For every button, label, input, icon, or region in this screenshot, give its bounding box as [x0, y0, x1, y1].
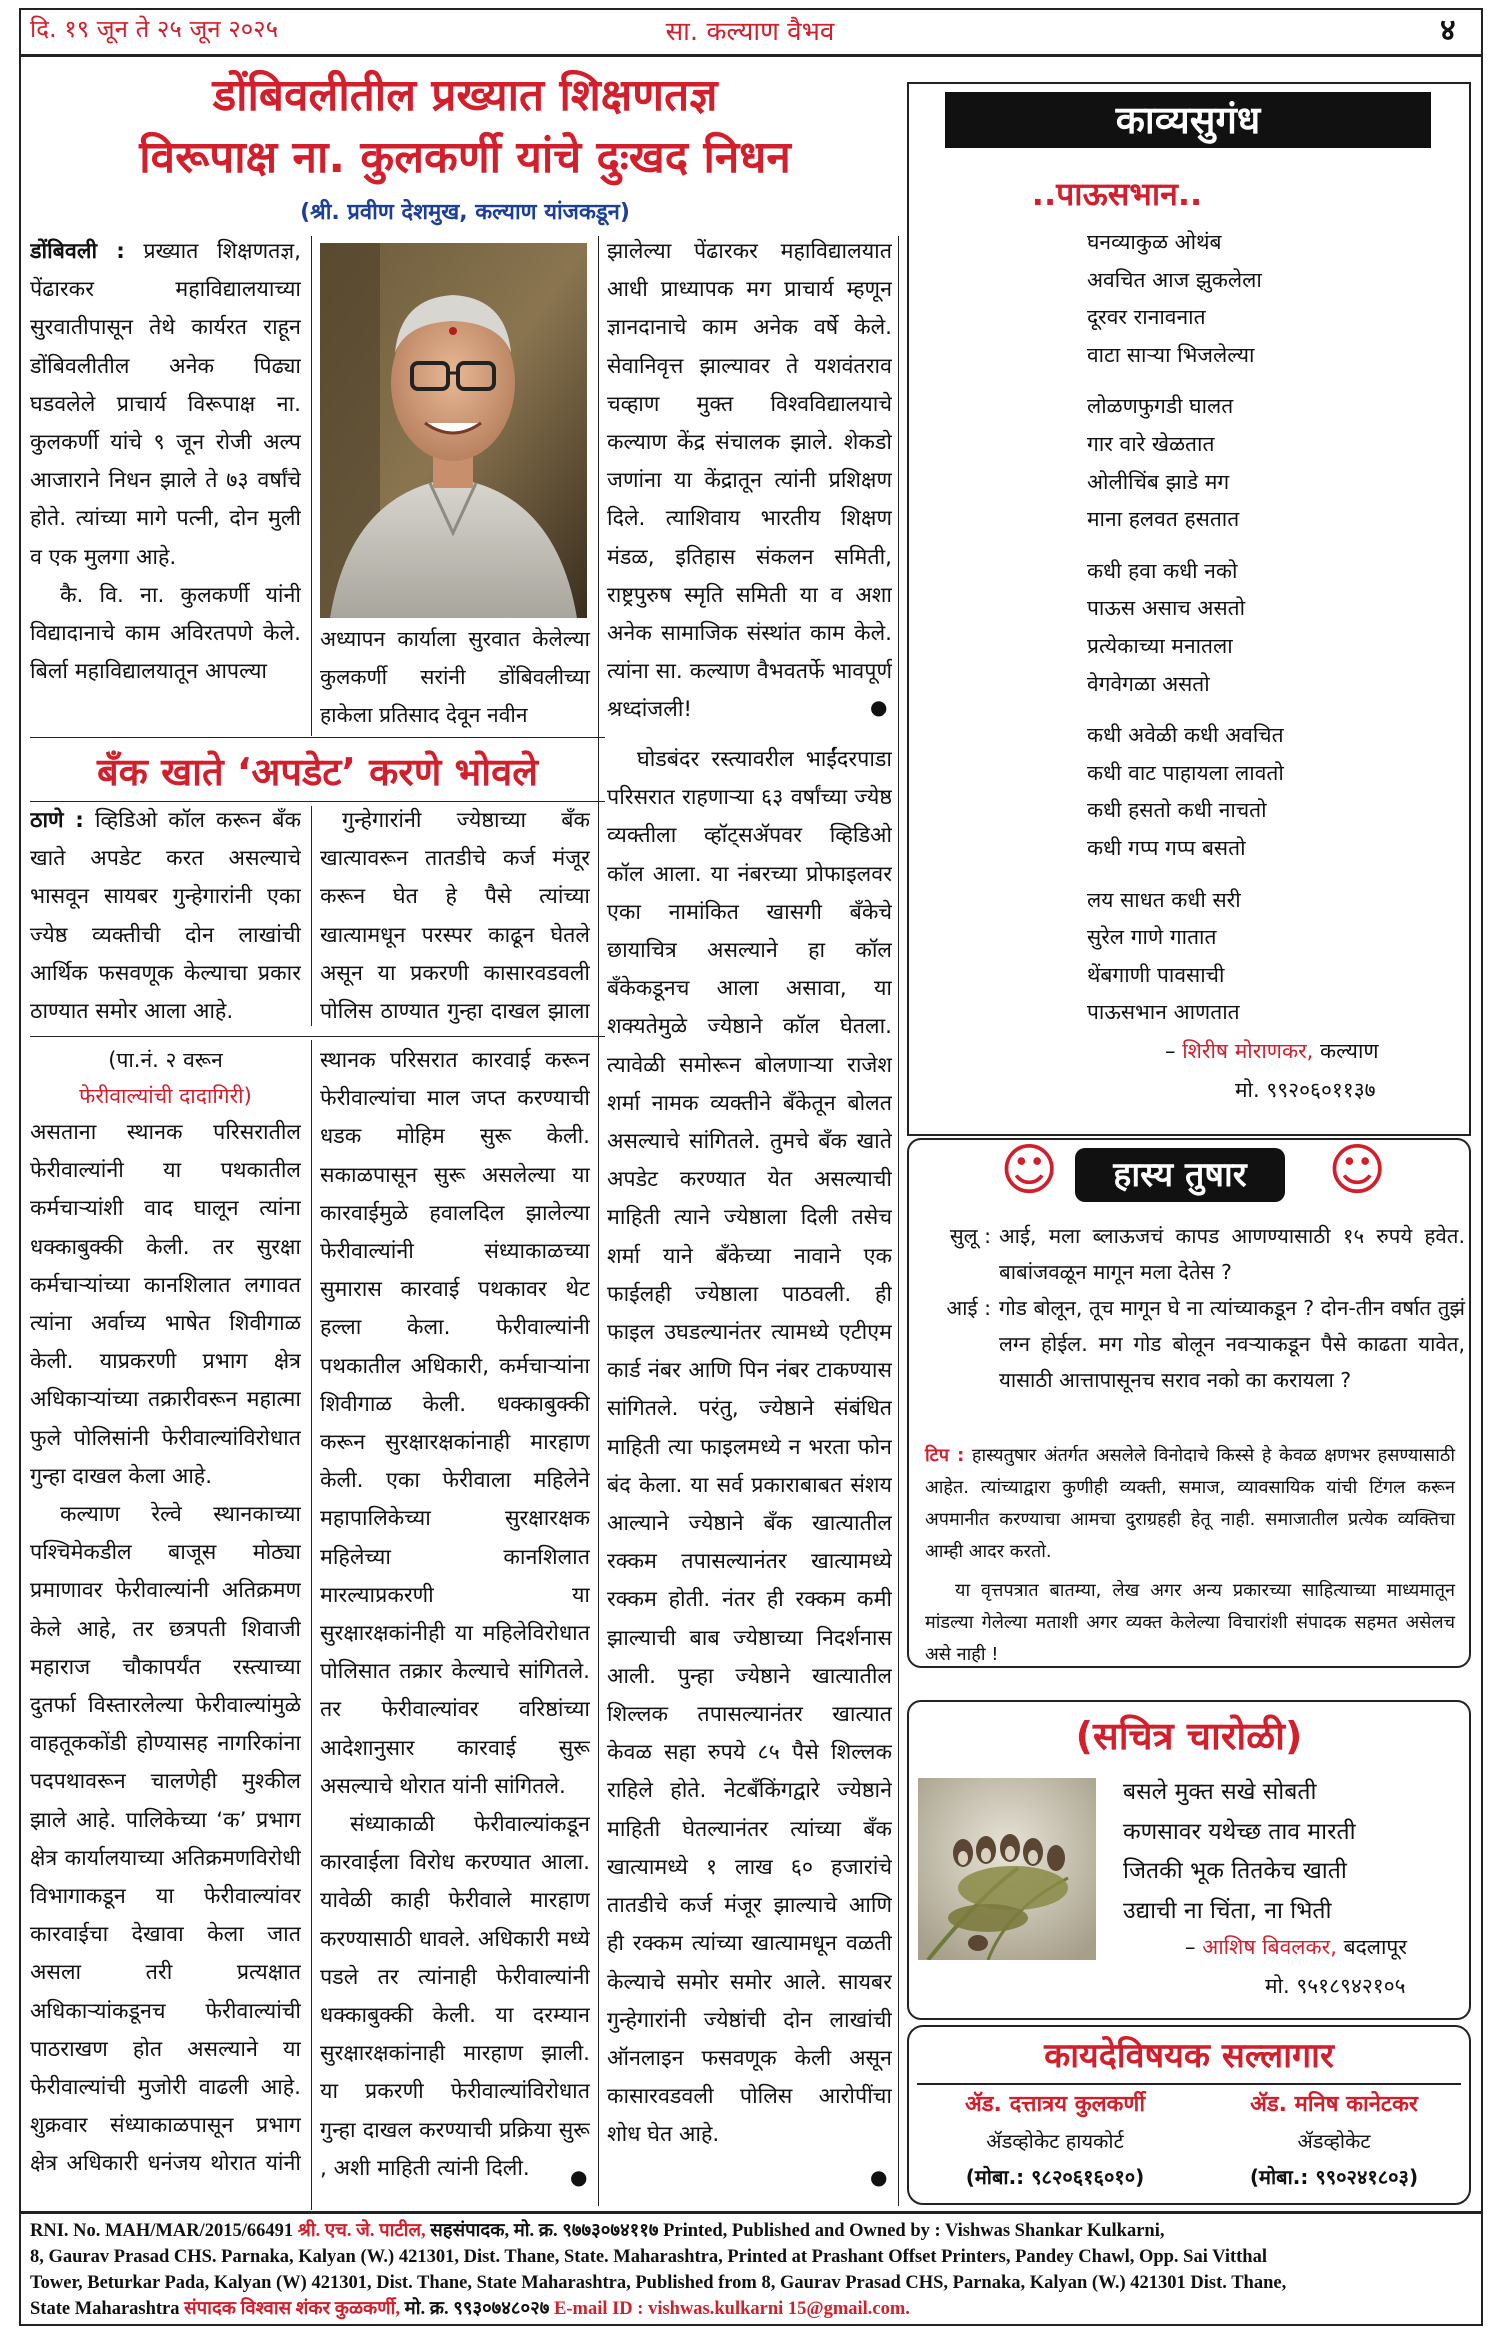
poem-line: घनव्याकुळ ओथंब: [1087, 230, 1222, 254]
hawkers-text-2: कल्याण रेल्वे स्थानकाच्या पश्चिमेकडील बाजूस मोठ्या प्रमाणावर फेरीवाल्यांनी अतिक्रमण केले आहे, तर छत्रपती शिवाजी महाराज चौकापर्यंत रस्त्याच्या दुतर्फा विस्तारलेल्या फेरीवाल्यांमुळे वाहतूककोंडी होण्यासह नागरिकांना पदपथावरून चालणेही मुश्कील झाले आहे. पालिकेच्या ‘क’ प्रभाग क्षेत्र कार्यालयाच्या अतिक्रमणविरोधी विभागाकडून या फेरीवाल्यांवर कारवाईचा देखावा केला जात असला तरी प्रत्यक्षात अधिकाऱ्यांकडूनच फेरीवाल्यांची पाठराखण होत असल्याने या फेरीवाल्यांची मुजोरी वाढली आहे. शुक्रवार संध्याकाळपासून प्रभाग क्षेत्र अधिकारी धनंजय थोरात यांनी: [30, 1502, 301, 2177]
photo-caption: अध्यापन कार्याला सुरवात केलेल्या कुलकर्णी सरांनी डोंबिवलीच्या हाकेला प्रतिसाद देवून नवीन: [320, 627, 590, 727]
dateline: ठाणे :: [30, 808, 84, 833]
advocate-1-mobile: (मोबा.: ९८२०६१६०१०): [965, 2165, 1145, 2189]
bank-column-3: [607, 741, 892, 2201]
poetry-section-title: काव्यसुगंध: [945, 92, 1431, 148]
verse-line: उद्याची ना चिंता, ना भिती: [1123, 1897, 1332, 1924]
poem-line: थेंबगाणी पावसाची: [1087, 962, 1225, 987]
obituary-byline: (श्री. प्रवीण देशमुख, कल्याण यांजकडून): [300, 200, 630, 225]
bank-text-1: व्हिडिओ कॉल करून बँक खाते अपडेट करत असल्याचे भासवून सायबर गुन्हेगारांनी एका ज्येष्ठ व्यक्तीची दोन लाखांची आर्थिक फसवणूक केल्याचा प्रकार ठाण्यात समोर आला आहे.: [30, 808, 301, 1025]
poem-line: वेगवेगळा असतो: [1087, 671, 1210, 696]
poem-line: कधी हसतो कधी नाचतो: [1087, 798, 1267, 823]
poem-line: लय साधत कधी सरी: [1087, 887, 1241, 912]
imprint-state: State Maharashtra: [30, 2299, 180, 2319]
advocate-2-role: ॲडव्होकेट: [1297, 2129, 1371, 2153]
hawkers-column-2: [320, 1042, 590, 2192]
charoli-author-name: आशिष बिवलकर,: [1202, 1935, 1337, 1959]
bank-text-3: घोडबंदर रस्त्यावरील भाईंदरपाडा परिसरात राहणाऱ्या ६३ वर्षांच्या ज्येष्ठ व्यक्तीला व्हॉट्सॲपवर व्हिडिओ कॉल आला. या नंबरच्या प्रोफाइलवर एका नामांकित खासगी बँकेचे छायाचित्र असल्याने हा कॉल बँकेकडूनच आला असावा, या शक्यतेमुळे ज्येष्ठाने कॉल घेतला. त्यावेळी समोरून बोलणाऱ्या राजेश शर्मा नामक व्यक्तीने बँकेतून बोलत असल्याचे सांगितले. तुमचे बँक खाते अपडेट करण्यात येत असल्याची माहिती त्याने ज्येष्ठाला दिली तसेच शर्मा याने बँकेच्या नावाने एक फाईलही ज्येष्ठाला पाठवली. ही फाइल उघडल्यानंतर त्यामध्ये एटीएम कार्ड नंबर आणि पिन नंबर टाकण्यास सांगितले. परंतु, ज्येष्ठाने संबंधित माहिती त्या फाइलमध्ये न भरता फोन बंद केला. या सर्व प्रकाराबाबत संशय आल्याने ज्येष्ठाने बँक खात्यातील रक्कम तपासल्यानंतर खात्यामध्ये रक्कम होती. नंतर ही रक्कम कमी झाल्याची बाब ज्येष्ठाच्या निदर्शनास आली. पुन्हा ज्येष्ठाने खात्यातील शिल्लक तपासल्यानंतर खात्यात केवळ सहा रुपये ८५ पैसे शिल्लक राहिले होते. नेटबँकिंगद्वारे ज्येष्ठाने माहिती घेतल्यानंतर त्यांच्या बँक खात्यामध्ये १ लाख ६० हजारांचे तातडीचे कर्ज मंजूर झाल्याचे आणि ही रक्कम त्यांच्या खात्यामधून वळती केल्याचे समोर समोर आले. सायबर गुन्हेगारांनी ज्येष्ठांची दोन लाखांची ऑनलाइन फसवणूक केली असून कासारवडवली पोलिस आरोपींचा शोध घेत आहे.: [607, 747, 892, 2148]
charoli-author-place: बदलापूर: [1343, 1935, 1407, 1959]
poem-line: अवचित आज झुकलेला: [1087, 267, 1262, 292]
poem-line: दूरवर रानावनात: [1087, 305, 1206, 330]
advocate-2-name: ॲड. मनिष कानेटकर: [1250, 2092, 1418, 2117]
poem-line: कधी गप्प गप्प बसतो: [1087, 835, 1246, 860]
legal-title: कायदेविषयक सल्लागार: [1044, 2036, 1334, 2076]
poem-title: ..पाऊसभान..: [1031, 175, 1203, 213]
poem-line: वाटा साऱ्या भिजलेल्या: [1087, 342, 1255, 367]
poem-line: लोळणफुगडी घालत: [1087, 394, 1234, 419]
verse-line: जितकी भूक तितकेच खाती: [1123, 1858, 1347, 1884]
section-rule: [30, 737, 605, 738]
obituary-headline-1: डोंबिवलीतील प्रख्यात शिक्षणतज्ञ: [212, 70, 718, 121]
smiley-icon: ☺: [1328, 1138, 1387, 1203]
poem-line: पाऊसभान आणतात: [1087, 1000, 1240, 1025]
column-divider: [898, 236, 899, 2206]
poem-line: सुरेल गाणे गातात: [1087, 925, 1217, 950]
editor-mobile: मो. क्र. ९९३०७४८०२७: [404, 2299, 550, 2319]
portrait-photo: [320, 243, 587, 618]
editor-name: संपादक विश्वास शंकर कुळकर्णी,: [184, 2299, 401, 2319]
poem-author-mobile: मो. ९९२०६०११३७: [1235, 1078, 1376, 1102]
obituary-text-2: कै. वि. ना. कुलकर्णी यांनी विद्यादानाचे काम अविरतपणे केले. बिर्ला महाविद्यालयातून आपल्या: [30, 582, 301, 685]
poem-line: गार वारे खेळतात: [1087, 431, 1215, 456]
poem-stanza: [1087, 224, 1467, 374]
hawkers-text-3: स्थानक परिसरात कारवाई करून फेरीवाल्यांचा माल जप्त करण्याची धडक मोहिम सुरू केली. सकाळपासून सुरू असलेल्या या कारवाईमुळे हवालदिल झालेल्या फेरीवाल्यांनी संध्याकाळच्या सुमारास कारवाई पथकावर थेट हल्ला केला. फेरीवाल्यांनी पथकातील अधिकारी, कर्मचाऱ्यांना शिवीगाळ केली. धक्काबुक्की करून सुरक्षारक्षकांनाही मारहाण केली. एका फेरीवाला महिलेने महापालिकेच्या सुरक्षारक्षक महिलेच्या कानशिलात मारल्याप्रकरणी या सुरक्षारक्षकांनीही या महिलेविरोधात पोलिसात तक्रार केल्याचे सांगितले. तर फेरीवाल्यांवर वरिष्ठांच्या आदेशानुसार कारवाई सुरू असल्याचे थोरात यांनी सांगितले.: [320, 1048, 590, 1799]
editorial-disclaimer: या वृत्तपत्रात बातम्या, लेख अगर अन्य प्रकारच्या साहित्याच्या माध्यमातून मांडल्या गेलेल्या मताशी अगर व्यक्त केलेल्या विचारांशी संपादक सहमत असेलच असे नाही !: [925, 1580, 1455, 1665]
poem-line: कधी वाट पाहायला लावतो: [1087, 760, 1284, 785]
editor-email: E-mail ID : vishwas.kulkarni 15@gmail.com.: [554, 2299, 910, 2319]
bank-column-1: [30, 802, 301, 1032]
column-divider: [598, 236, 599, 736]
header-rule: [19, 54, 1483, 57]
imprint-line: [30, 2296, 1475, 2322]
poem-line: ओलीचिंब झाडे मग: [1087, 469, 1230, 494]
charoli-author-mobile: मो. ९५१८९४२१०५: [1265, 1974, 1406, 1998]
poem-author: – शिरीष मोराणकर, कल्याण: [1165, 1039, 1379, 1063]
imprint-line: [30, 2218, 1475, 2244]
advocate-1-name: ॲड. दत्तात्रय कुलकर्णी: [964, 2092, 1146, 2117]
note-label: टिप :: [925, 1445, 965, 1466]
obituary-column-3: [607, 233, 892, 733]
poem-stanza: [1087, 388, 1467, 538]
humor-note: [925, 1440, 1455, 1568]
footer-rule: [19, 2211, 1483, 2214]
imprint-text: सहसंपादक, मो. क्र. ९७७३०७४११७ Printed, Published and Owned by : Vishwas Shankar Kulkarni,: [430, 2221, 1165, 2241]
end-bullet: ●: [570, 2165, 588, 2189]
poem-stanza: [1087, 882, 1467, 1032]
bank-text-2: गुन्हेगारांनी ज्येष्ठाच्या बँक खात्यावरून तातडीचे कर्ज मंजूर करून घेत हे पैसे त्यांच्या खात्यामधून परस्पर काढून घेतले असून या प्रकरणी कासारवडवली पोलिस ठाण्यात गुन्हा दाखल झाला: [320, 808, 590, 1025]
dialogue-speaker: सुलू :: [949, 1224, 991, 1248]
dialogue-speaker: आई :: [946, 1296, 991, 1320]
poem-line: कधी हवा कधी नको: [1087, 558, 1238, 583]
poem-author-place: कल्याण: [1320, 1039, 1379, 1063]
rni-number: RNI. No. MAH/MAR/2015/66491: [30, 2221, 294, 2241]
obituary-column-1: [30, 233, 301, 733]
column-divider: [598, 736, 599, 2206]
obituary-text-1: प्रख्यात शिक्षणतज्ञ, पेंढारकर महाविद्यालयाच्या सुरवातीपासून तेथे कार्यरत राहून डोंबिवलीतील अनेक पिढ्या घडवलेले प्राचार्य विरूपाक्ष ना. कुलकर्णी यांचे ९ जून रोजी अल्प आजाराने निधन झाले ते ७३ वर्षांचे होते. त्यांच्या मागे पत्नी, दोन मुली व एक मुलगा आहे.: [30, 239, 301, 570]
poem-body: [1087, 224, 1467, 1046]
charoli-title: (सचित्र चारोळी): [1075, 1714, 1303, 1758]
bank-column-2: [320, 802, 590, 1032]
continued-note: (पा.नं. २ वरून: [108, 1048, 223, 1072]
charoli-author: – आशिष बिवलकर, बदलापूर: [1185, 1935, 1407, 1959]
humor-dialogue-1: [925, 1218, 1465, 1398]
verse-line: कणसावर यथेच्छ ताव मारती: [1123, 1818, 1356, 1845]
header-date: दि. १९ जून ते २५ जून २०२५: [30, 15, 279, 43]
section-rule: [30, 1036, 605, 1037]
column-divider: [311, 806, 312, 1026]
hawkers-column-1: [30, 1114, 301, 2189]
end-bullet: ●: [870, 2165, 888, 2189]
advocate-2-mobile: (मोबा.: ९९०२४१८०३): [1249, 2165, 1419, 2189]
hawkers-text-4: संध्याकाळी फेरीवाल्यांकडून कारवाईला विरोध करण्यात आला. यावेळी काही फेरीवाले मारहाण करण्यासाठी धावले. अधिकारी मध्ये पडले तर त्यांनाही फेरीवाल्यांनी धक्काबुक्की केली. या दरम्यान सुरक्षारक्षकांनाही मारहाण झाली. या प्रकरणी फेरीवाल्यांविरोधात गुन्हा दाखल करण्याची प्रक्रिया सुरू , अशी माहिती त्यांनी दिली.: [320, 1812, 590, 2181]
bank-headline: बँक खाते ‘अपडेट’ करणे भोवले: [96, 750, 538, 794]
continued-title: फेरीवाल्यांची दादागिरी): [79, 1084, 252, 1108]
advocate-1: [910, 2086, 1200, 2196]
poem-line: कधी अवेळी कधी अवचित: [1087, 723, 1284, 748]
obituary-text-3: झालेल्या पेंढारकर महाविद्यालयात आधी प्राध्यापक मग प्राचार्य म्हणून ज्ञानदानाचे काम अनेक वर्षे केले. सेवानिवृत्त झाल्यावर ते यशवंतराव चव्हाण मुक्त विश्वविद्यालयाचे कल्याण केंद्र संचालक झाले. शेकडो जणांना या केंद्रातून त्यांनी प्रशिक्षण दिले. त्याशिवाय भारतीय शिक्षण मंडळ, इतिहास संकलन समिती, राष्ट्रपुरुष स्मृति समिती या व अशा अनेक सामाजिक संस्थांत काम केले. त्यांना सा. कल्याण वैभवतर्फे भावपूर्ण श्रध्दांजली!: [607, 239, 892, 723]
humor-title: हास्य तुषार: [1075, 1148, 1285, 1202]
dialogue-text: आई, मला ब्लाऊजचं कापड आणण्यासाठी १५ रुपये हवेत. बाबांजवळून मागून मला देतेस ?: [999, 1224, 1465, 1284]
dateline: डोंबिवली :: [30, 239, 125, 264]
poem-line: माना हलवत हसतात: [1087, 507, 1240, 532]
poem-stanza: [1087, 717, 1467, 867]
column-divider: [311, 1040, 312, 2210]
poem-author-name: शिरीष मोराणकर,: [1182, 1039, 1314, 1063]
charoli-verse: [1123, 1773, 1463, 1931]
verse-line: बसले मुक्त सखे सोबती: [1123, 1779, 1317, 1805]
obituary-headline-2: विरूपाक्ष ना. कुलकर्णी यांचे दुःखद निधन: [139, 132, 791, 183]
imprint-line: 8, Gaurav Prasad CHS. Parnaka, Kalyan (W.) 421301, Dist. Thane, State. Maharashtra, Printed at Prashant Offset Printers, Pandey Chawl, Opp. Sai Vitthal: [30, 2247, 1267, 2267]
poem-stanza: [1087, 553, 1467, 703]
dialogue-text: गोड बोलून, तूच मागून घे ना त्यांच्याकडून ? दोन-तीन वर्षात तुझं लग्न होईल. मग गोड बोलून नवऱ्याकडून पैसे काढता यावेत, यासाठी आत्तापासूनच सराव नको का करायला ?: [999, 1296, 1465, 1392]
coeditor-name: श्री. एच. जे. पाटील,: [297, 2221, 426, 2241]
smiley-icon: ☺: [1000, 1138, 1059, 1203]
end-bullet: ●: [870, 695, 888, 719]
column-divider: [311, 236, 312, 736]
poem-line: पाऊस असाच असतो: [1087, 596, 1246, 621]
imprint-line: Tower, Beturkar Pada, Kalyan (W) 421301, Dist. Thane, State Maharashtra, Published from 8, Gaurav Prasad CHS, Parnaka, Kalyan (W.) 421301 Dist. Thane,: [30, 2273, 1287, 2293]
birds-photo: [918, 1778, 1096, 1960]
legal-rule: [917, 2083, 1461, 2085]
hawkers-text-1: असताना स्थानक परिसरातील फेरीवाल्यांनी या पथकातील कर्मचाऱ्यांशी वाद घालून त्यांना धक्काबुक्की केली. तर सुरक्षा कर्मचाऱ्यांच्या कानशिलात लगावत त्यांना अर्वाच्य भाषेत शिवीगाळ केली. याप्रकरणी प्रभाग क्षेत्र अधिकाऱ्यांच्या तक्रारीवरून महात्मा फुले पोलिसांनी फेरीवाल्यांविरोधात गुन्हा दाखल केला आहे.: [30, 1120, 301, 1489]
header-paper-name: सा. कल्याण वैभव: [665, 17, 835, 47]
advocate-2: [1200, 2086, 1468, 2196]
header-page-number: ४: [1440, 13, 1456, 48]
note-text: हास्यतुषार अंतर्गत असलेले विनोदाचे किस्से हे केवळ क्षणभर हसण्यासाठी आहेत. त्यांच्याद्वारा कुणीही व्यक्ती, समाज, व्यावसायिक यांची टिंगल करून अपमानीत करण्याचा आमचा दुराग्रहही हेतू नाही. समाजातील प्रत्येक व्यक्तिचा आम्ही आदर करतो.: [925, 1445, 1455, 1562]
advocate-1-role: ॲडव्होकेट हायकोर्ट: [986, 2129, 1124, 2153]
poem-line: प्रत्येकाच्या मनातला: [1087, 633, 1233, 658]
